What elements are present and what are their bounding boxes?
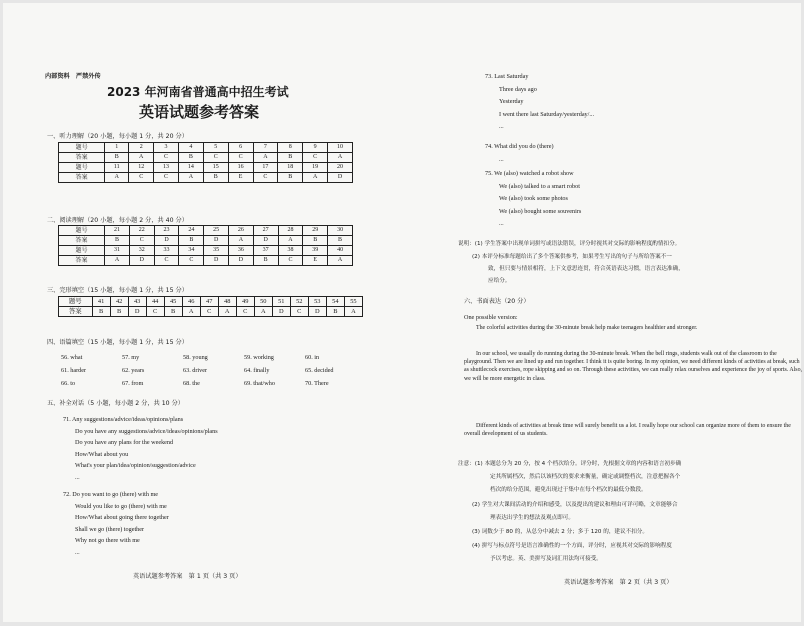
answer-cell: 44 xyxy=(146,297,164,307)
answer-line: We (also) bought some souvenirs xyxy=(499,207,582,215)
answer-cell: B xyxy=(178,153,203,163)
answer-cell: B xyxy=(253,256,278,266)
answer-cell: B xyxy=(328,236,353,246)
answer-cell: 26 xyxy=(229,226,254,236)
answer-cell: 33 xyxy=(154,246,179,256)
fill-answer: 66. to xyxy=(61,380,76,387)
fill-answer: 63. driver xyxy=(183,367,208,374)
answer-cell: C xyxy=(228,153,253,163)
answer-cell: A xyxy=(182,307,200,317)
answer-cell: 5 xyxy=(203,143,228,153)
answer-cell: 47 xyxy=(200,297,218,307)
answer-cell: A xyxy=(253,153,278,163)
section-passage-fill-heading: 四、语篇填空（15 小题，每小题 1 分，共 15 分） xyxy=(47,339,188,346)
answer-line: ... xyxy=(75,549,80,556)
answer-line: We (also) took some photos xyxy=(499,195,568,202)
answer-cell: B xyxy=(105,236,130,246)
row-label-cell: 题号 xyxy=(59,143,105,153)
answer-line: Do you have any suggestions/advice/ideas/opinions/plans xyxy=(75,427,218,435)
answer-line: 74. What did you do (there) xyxy=(485,143,554,150)
fill-answer: 59. working xyxy=(244,354,274,361)
section-reading-heading: 二、阅读理解（20 小题，每小题 2 分，共 40 分） xyxy=(47,217,188,224)
notice-line: 注意：(1) 本题总分为 20 分，按 4 个档次给分。评分时，先根据文章的内容和语言初步确 xyxy=(458,461,682,467)
answer-cell: C xyxy=(203,153,228,163)
answer-line: Why not go there with me xyxy=(75,537,140,545)
answer-cell: A xyxy=(328,256,353,266)
answer-cell: A xyxy=(105,173,129,183)
answer-cell: E xyxy=(228,173,253,183)
answer-cell: B xyxy=(278,153,303,163)
answer-cell: A xyxy=(303,173,328,183)
answer-cell: 46 xyxy=(182,297,200,307)
answer-cell: 25 xyxy=(204,226,229,236)
fill-answer: 67. from xyxy=(122,380,144,387)
answer-line: 73. Last Saturday xyxy=(485,73,529,80)
sample-version-label: One possible version: xyxy=(464,314,518,321)
answer-cell: B xyxy=(303,236,328,246)
answer-cell: 31 xyxy=(105,246,130,256)
answer-cell: 32 xyxy=(129,246,154,256)
notice-line: (4) 拼写与标点符号是语言准确性的一个方面，评分时，应视其对交际的影响程度 xyxy=(472,543,672,549)
answer-cell: C xyxy=(129,173,154,183)
notice-line: 档次的给分范围，避免出现过于集中在每个档次的最低分数段。 xyxy=(490,487,647,493)
answer-cell: C xyxy=(146,307,164,317)
scanned-sheet xyxy=(3,3,801,622)
answer-cell: B xyxy=(164,307,182,317)
answer-cell: 16 xyxy=(228,163,253,173)
fill-answer: 70. There xyxy=(305,380,329,387)
answer-cell: A xyxy=(344,307,362,317)
fill-answer: 56. what xyxy=(61,354,83,361)
answer-cell: A xyxy=(178,173,203,183)
fill-answer: 68. the xyxy=(183,380,200,387)
table-row xyxy=(59,173,353,183)
answer-cell: 55 xyxy=(344,297,362,307)
answer-line: ... xyxy=(499,123,504,130)
table-row xyxy=(59,256,353,266)
notice-line: 定其所属档次，然后以该档次的要求来衡量，确定或调整档次，注意把握各个 xyxy=(490,474,681,480)
answer-cell: D xyxy=(272,307,290,317)
row-label-cell: 答案 xyxy=(59,236,105,246)
answer-cell: A xyxy=(229,236,254,246)
answer-cell: D xyxy=(253,236,278,246)
essay-paragraph-1: The colorful activities during the 30-minute break help make teenagers healthier and stronger. xyxy=(476,325,698,331)
page-1-footer: 英语试题参考答案 第 1 页（共 3 页） xyxy=(133,573,242,580)
answer-cell: A xyxy=(105,256,130,266)
answer-line: 75. We (also) watched a robot show xyxy=(485,170,574,177)
row-label-cell: 题号 xyxy=(59,246,105,256)
notice-line: (2) 学生对大课间活动的介绍和感受，以及提出的建议和理由可详可略，文章能够合 xyxy=(472,502,678,508)
fill-answer: 64. finally xyxy=(244,367,270,374)
answer-cell: B xyxy=(278,173,303,183)
answer-cell: D xyxy=(204,236,229,246)
answer-cell: A xyxy=(254,307,272,317)
answer-cell: D xyxy=(308,307,326,317)
row-label-cell: 题号 xyxy=(59,226,105,236)
answer-cell: 40 xyxy=(328,246,353,256)
answer-cell: 15 xyxy=(203,163,228,173)
answer-line: How/What about going there together xyxy=(75,514,169,522)
answer-cell: 53 xyxy=(308,297,326,307)
answer-line: ... xyxy=(75,474,80,481)
answer-line: ... xyxy=(499,155,504,163)
answer-cell: C xyxy=(253,173,278,183)
answer-cell: C xyxy=(303,153,328,163)
answer-cell: 37 xyxy=(253,246,278,256)
answer-cell: 7 xyxy=(253,143,278,153)
answer-line: 71. Any suggestions/advice/ideas/opinions/plans xyxy=(63,416,184,423)
answer-line: We (also) talked to a smart robot xyxy=(499,182,580,190)
answer-cell: 19 xyxy=(303,163,328,173)
row-label-cell: 题号 xyxy=(59,163,105,173)
note-2a: (2) 本评分标准每题给出了多个答案供参考，如果考生写出的句子与所给答案不一 xyxy=(472,254,672,260)
answer-cell: 36 xyxy=(229,246,254,256)
fill-answer: 62. years xyxy=(122,367,145,374)
answer-cell: 30 xyxy=(328,226,353,236)
table-row xyxy=(59,153,353,163)
table-row xyxy=(59,163,353,173)
answer-page-1 xyxy=(33,3,373,622)
row-label-cell: 答案 xyxy=(59,307,93,317)
table-row xyxy=(59,297,363,307)
answer-line: I went there last Saturday/yesterday/... xyxy=(499,110,595,118)
answer-cell: C xyxy=(290,307,308,317)
answer-cell: 38 xyxy=(278,246,303,256)
answer-cell: 21 xyxy=(105,226,130,236)
answer-cell: 35 xyxy=(204,246,229,256)
answer-line: ... xyxy=(499,220,504,227)
notice-line: 予以考虑。英、美拼写及词汇用法均可接受。 xyxy=(490,556,602,562)
answer-cell: 1 xyxy=(105,143,129,153)
answer-cell: A xyxy=(278,236,303,246)
answer-cell: B xyxy=(326,307,344,317)
section-listening-heading: 一、听力理解（20 小题，每小题 1 分，共 20 分） xyxy=(47,133,188,140)
answer-cell: D xyxy=(154,236,179,246)
listening-answer-table xyxy=(58,142,353,183)
answer-cell: 22 xyxy=(129,226,154,236)
answer-line: 72. Do you want to go (there) with me xyxy=(63,491,159,498)
row-label-cell: 题号 xyxy=(59,297,93,307)
answer-cell: 8 xyxy=(278,143,303,153)
essay-paragraph-3: Different kinds of activities at break time will surely benefit us a lot. I really hope our school can organize more of them to ensure the overall development of us students. xyxy=(464,423,791,438)
answer-cell: 24 xyxy=(179,226,204,236)
table-row xyxy=(59,143,353,153)
answer-cell: A xyxy=(328,153,353,163)
answer-cell: 39 xyxy=(303,246,328,256)
answer-cell: 34 xyxy=(179,246,204,256)
answer-cell: A xyxy=(129,153,154,163)
answer-line: What's your plan/idea/opinion/suggestion/advice xyxy=(75,462,196,470)
answer-cell: 9 xyxy=(303,143,328,153)
answer-cell: 23 xyxy=(154,226,179,236)
answer-cell: C xyxy=(154,256,179,266)
note-2b: 致，但只要与情景相符，上下文意思连贯，符合英语表达习惯，语言表达准确， xyxy=(488,266,684,272)
answer-cell: 27 xyxy=(253,226,278,236)
answer-cell: 2 xyxy=(129,143,154,153)
note-1: 说明：(1) 学生答案中出现单词拼写或语法错误，评分时视其对交际的影响程度酌情扣分。 xyxy=(458,241,681,247)
answer-cell: C xyxy=(154,153,179,163)
answer-cell: 4 xyxy=(178,143,203,153)
row-label-cell: 答案 xyxy=(59,173,105,183)
answer-cell: 52 xyxy=(290,297,308,307)
notice-line: 理表达出学生的想法及观点即可。 xyxy=(490,515,574,521)
answer-cell: 48 xyxy=(218,297,236,307)
table-row xyxy=(59,246,353,256)
fill-answer: 58. young xyxy=(183,354,208,361)
answer-cell: 14 xyxy=(178,163,203,173)
answer-line: Shall we go (there) together xyxy=(75,525,145,533)
notice-line: (3) 词数少于 80 的，从总分中减去 2 分；多于 120 的，建议不扣分。 xyxy=(472,529,648,535)
answer-cell: 18 xyxy=(278,163,303,173)
answer-cell: D xyxy=(129,256,154,266)
section-cloze-heading: 三、完形填空（15 小题，每小题 1 分，共 15 分） xyxy=(47,287,188,294)
answer-cell: 11 xyxy=(105,163,129,173)
answer-cell: B xyxy=(92,307,110,317)
table-row xyxy=(59,226,353,236)
answer-cell: D xyxy=(229,256,254,266)
page-2-footer: 英语试题参考答案 第 2 页（共 3 页） xyxy=(564,579,673,586)
answer-page-2 xyxy=(458,3,803,622)
cloze-answer-table xyxy=(58,296,363,317)
answer-cell: C xyxy=(278,256,303,266)
answer-cell: 20 xyxy=(328,163,353,173)
row-label-cell: 答案 xyxy=(59,153,105,163)
answer-cell: C xyxy=(200,307,218,317)
answer-cell: 43 xyxy=(128,297,146,307)
answer-cell: B xyxy=(179,236,204,246)
answer-cell: 6 xyxy=(228,143,253,153)
table-row xyxy=(59,236,353,246)
answer-line: Three days ago xyxy=(499,85,537,93)
answer-line: Do you have any plans for the weekend xyxy=(75,439,174,447)
answer-cell: 13 xyxy=(154,163,179,173)
answer-cell: C xyxy=(179,256,204,266)
answer-cell: E xyxy=(303,256,328,266)
answer-line: Yesterday xyxy=(499,98,524,105)
fill-answer: 61. harder xyxy=(61,367,87,374)
answer-key-title: 英语试题参考答案 xyxy=(139,103,260,121)
answer-cell: B xyxy=(105,153,129,163)
answer-cell: 17 xyxy=(253,163,278,173)
answer-cell: 41 xyxy=(92,297,110,307)
answer-cell: B xyxy=(110,307,128,317)
answer-cell: C xyxy=(236,307,254,317)
answer-cell: A xyxy=(218,307,236,317)
answer-cell: C xyxy=(129,236,154,246)
fill-answer: 60. in xyxy=(305,354,320,361)
answer-cell: D xyxy=(328,173,353,183)
answer-cell: D xyxy=(204,256,229,266)
answer-cell: 51 xyxy=(272,297,290,307)
answer-cell: 3 xyxy=(154,143,179,153)
answer-cell: 12 xyxy=(129,163,154,173)
answer-cell: D xyxy=(128,307,146,317)
answer-line: How/What about you xyxy=(75,450,129,458)
answer-cell: 42 xyxy=(110,297,128,307)
answer-cell: 54 xyxy=(326,297,344,307)
fill-answer: 57. my xyxy=(122,354,140,361)
answer-cell: 29 xyxy=(303,226,328,236)
answer-cell: 50 xyxy=(254,297,272,307)
fill-answer: 65. decided xyxy=(305,367,334,374)
row-label-cell: 答案 xyxy=(59,256,105,266)
section-dialogue-heading: 五、补全对话（5 小题，每小题 2 分，共 10 分） xyxy=(47,400,184,407)
answer-cell: B xyxy=(203,173,228,183)
fill-answer: 69. that/who xyxy=(244,380,275,387)
answer-line: Would you like to go (there) with me xyxy=(75,502,167,510)
answer-cell: 28 xyxy=(278,226,303,236)
answer-cell: 10 xyxy=(328,143,353,153)
answer-cell: 45 xyxy=(164,297,182,307)
essay-paragraph-2: In our school, we usually do running during the 30-minute break. When the bell rings, students walk out of the classroom to the playground. Then we are lined up and run together. I think it is quite boring. In my opinion, we need different kinds of activities at break, such as shuttlecock exercises, rope skipping and so on. Through these activities, we can really relax ourselves and experience the joy of sports. Also, we will be more energetic in class. xyxy=(464,351,803,382)
answer-cell: C xyxy=(154,173,179,183)
internal-note: 内部资料 严禁外传 xyxy=(45,73,101,80)
exam-title: 2023 年河南省普通高中招生考试 xyxy=(107,85,289,99)
table-row xyxy=(59,307,363,317)
reading-answer-table xyxy=(58,225,353,266)
answer-cell: 49 xyxy=(236,297,254,307)
section-writing-heading: 六、书面表达（20 分） xyxy=(464,298,530,305)
note-2c: 应给分。 xyxy=(488,278,511,284)
